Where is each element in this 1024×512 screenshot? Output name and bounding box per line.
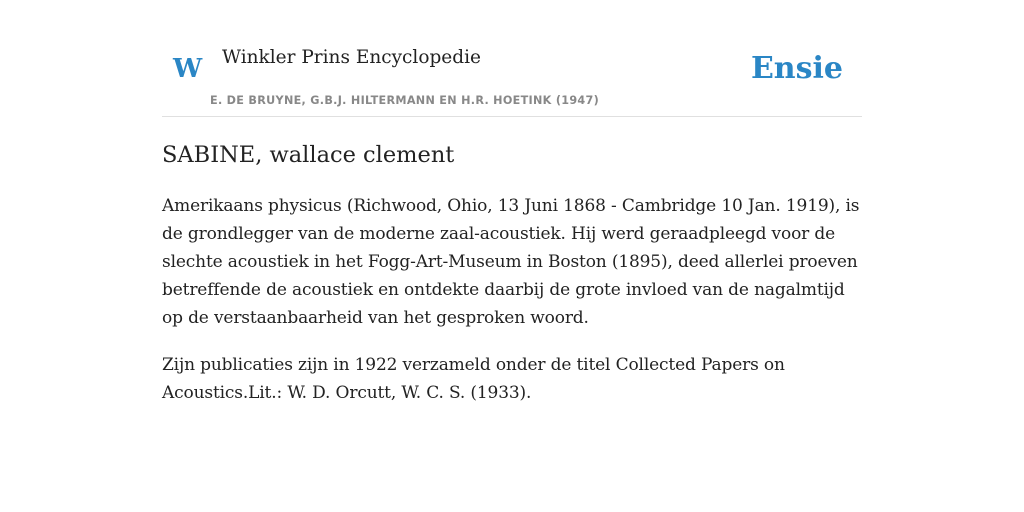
entry-title: SABINE, wallace clement [162, 142, 455, 168]
book-title-link[interactable]: Winkler Prins Encyclopedie [222, 47, 481, 68]
ensie-logo[interactable]: Ensie [750, 51, 843, 86]
entry-body [162, 192, 862, 426]
book-authors: E. DE BRUYNE, G.B.J. HILTERMANN EN H.R. HOETINK (1947) [210, 94, 599, 107]
entry-paragraph: Amerikaans physicus (Richwood, Ohio, 13 Juni 1868 - Cambridge 10 Jan. 1919), is de grondlegger van de moderne zaal-acoustiek. Hij werd geraadpleegd voor de slechte acoustiek in het Fogg-Art-Museum in Boston (1895), deed allerlei proeven betreffende de acoustiek en ontdekte daarbij de grote invloed van de nagalmtijd op de verstaanbaarheid van het gesproken woord. [162, 196, 860, 328]
book-logo-icon[interactable]: W [173, 54, 203, 84]
entry-paragraph: Zijn publicaties zijn in 1922 verzameld onder de titel Collected Papers on Acoustics.Lit.: W. D. Orcutt, W. C. S. (1933). [162, 355, 785, 403]
source-header [162, 40, 862, 117]
